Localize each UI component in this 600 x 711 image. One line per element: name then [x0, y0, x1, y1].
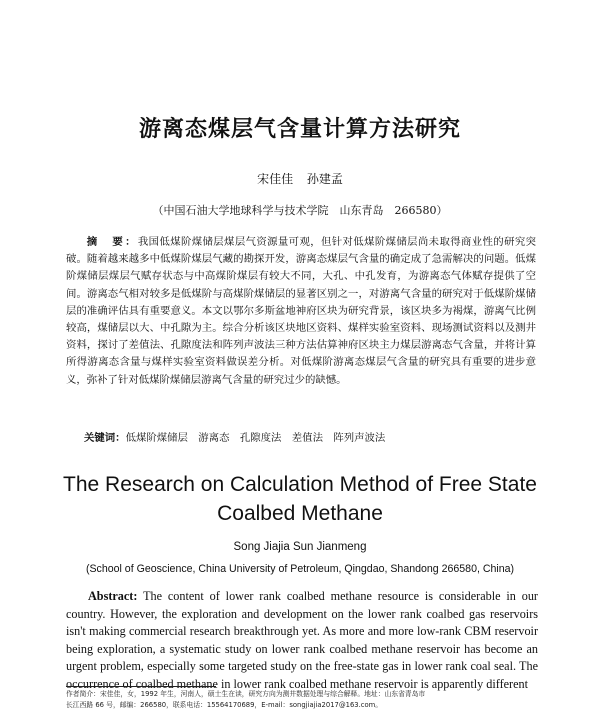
chinese-authors: 宋佳佳 孙建孟 [257, 172, 343, 186]
chinese-keywords-text: 低煤阶煤储层 游离态 孔隙度法 差值法 阵列声波法 [125, 432, 386, 444]
english-title: The Research on Calculation Method of Free State Coalbed Methane [63, 473, 537, 525]
chinese-affiliation: （中国石油大学地球科学与技术学院 山东青岛 266580） [152, 204, 448, 217]
chinese-abstract-label: 摘 要： [86, 236, 138, 248]
footnote-divider [66, 686, 216, 687]
chinese-title: 游离态煤层气含量计算方法研究 [138, 117, 461, 142]
chinese-keywords-label: 关键词： [84, 432, 126, 444]
chinese-keywords [84, 430, 544, 447]
footnote-line-2: 长江西路 66 号，邮编：266580，联系电话：15564170689，E-mail：songjiajia2017@163.com。 [66, 701, 383, 709]
english-authors: Song Jiajia Sun Jianmeng [233, 541, 367, 553]
chinese-abstract [66, 234, 536, 389]
english-abstract-text: The content of lower rank coalbed methane resource is considerable in our country. However, the exploration and development on the lower rank coalbed gas reservoirs isn't making commercial research breakthrough yet. As more and more low-rank CBM reservoir being exploration, a systematic study on lower rank coalbed methane reservoir has become an urgent problem, especially some targeted study on the free-state gas in lower rank coal seal. The occurrence of coalbed methane in lower rank coalbed methane reservoir is apparently different [66, 589, 538, 691]
english-abstract [66, 588, 538, 694]
author-footnote [66, 689, 546, 711]
english-affiliation: (School of Geoscience, China University of Petroleum, Qingdao, Shandong 266580, China) [85, 563, 515, 575]
english-abstract-label: Abstract: [88, 589, 138, 603]
footnote-line-1: 作者简介：宋佳佳，女，1992 年生，河南人，硕士生在读，研究方向为测井数据处理与综合解释。地址：山东省青岛市 [66, 690, 426, 698]
chinese-abstract-text: 我国低煤阶煤储层煤层气资源量可观，但针对低煤阶煤储层尚未取得商业性的研究突破。随着越来越多中低煤阶煤层气藏的勘探开发，游离态煤层气含量的确定成了急需解决的问题。低煤阶煤储层煤层气赋存状态与中高煤阶煤层有较大不同，大孔、中孔发育，为游离态气体赋存提供了空间。游离态气相对较多是低煤阶与高煤阶煤储层的显著区别之一，对游离气含量的研究对于低煤阶煤储层的准确评估具有重要意义。本文以鄂尔多斯盆地神府区块为研究背景，该区块多为褐煤，游离气比例较高，煤储层以大、中孔隙为主。综合分析该区块地区资料、煤样实验室资料、现场测试资料以及测井资料，探讨了差值法、孔隙度法和阵列声波法三种方法估算神府区块主力煤层游离态气含量，并将计算所得游离态含量与煤样实验室资料做误差分析。对低煤阶游离态煤层气含量的研究具有重要的进步意义，弥补了针对低煤阶煤储层游离气含量的研究过少的缺憾。 [66, 236, 537, 386]
